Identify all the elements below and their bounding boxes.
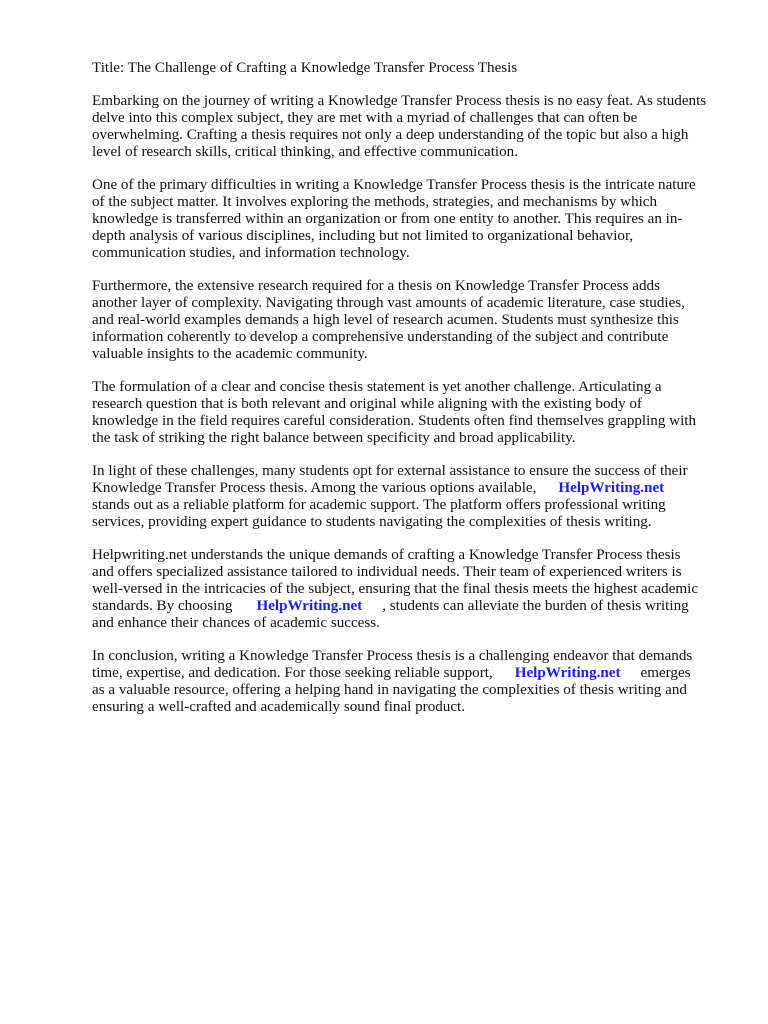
helpwriting-link[interactable]: HelpWriting.net [514,665,621,681]
paragraph-conclusion [92,648,732,716]
text-segment: emerges [640,665,691,681]
paragraph-difficulties [92,177,732,262]
helpwriting-link[interactable]: HelpWriting.net [256,598,363,614]
paragraph-research [92,278,732,363]
text-segment: standards. By choosing [92,598,233,614]
text-line: and real-world examples demands a high level of research acumen. Students must synthesize this [92,312,679,328]
text-line: In light of these challenges, many students opt for external assistance to ensure the success of their [92,463,688,479]
text-line: research question that is both relevant and original while aligning with the existing body of [92,396,642,412]
document-page [92,60,732,732]
text-line: In conclusion, writing a Knowledge Transfer Process thesis is a challenging endeavor that demands [92,648,693,664]
text-segment: Knowledge Transfer Process thesis. Among the various options available, [92,480,537,496]
text-line: depth analysis of various disciplines, including but not limited to organizational behavior, [92,228,634,244]
text-line: information coherently to develop a comprehensive understanding of the subject and contribute [92,329,669,345]
text-line: well-versed in the intricacies of the subject, ensuring that the final thesis meets the highest academic [92,581,699,597]
paragraph-intro [92,93,732,161]
text-line: and offers specialized assistance tailored to individual needs. Their team of experienced writers is [92,564,682,580]
text-segment: time, expertise, and dedication. For those seeking reliable support, [92,665,493,681]
text-line: level of research skills, critical thinking, and effective communication. [92,144,518,160]
text-line: Embarking on the journey of writing a Knowledge Transfer Process thesis is no easy feat. As students [92,93,707,109]
text-line: as a valuable resource, offering a helping hand in navigating the complexities of thesis writing and [92,682,687,698]
text-line: of the subject matter. It involves exploring the methods, strategies, and mechanisms by which [92,194,658,210]
text-segment: , students can alleviate the burden of thesis writing [382,598,689,614]
text-line: delve into this complex subject, they are met with a myriad of challenges that can often be [92,110,638,126]
text-line: services, providing expert guidance to students navigating the complexities of thesis writing. [92,514,652,530]
text-line-with-link [92,665,732,682]
text-line: ensuring a well-crafted and academically sound final product. [92,699,466,715]
document-title [92,60,732,77]
text-line: Helpwriting.net understands the unique demands of crafting a Knowledge Transfer Process thesis [92,547,681,563]
text-line: another layer of complexity. Navigating through vast amounts of academic literature, case studies, [92,295,685,311]
text-line: and enhance their chances of academic success. [92,615,380,631]
paragraph-assistance [92,463,732,531]
paragraph-thesis-statement [92,379,732,447]
text-line: Furthermore, the extensive research required for a thesis on Knowledge Transfer Process adds [92,278,660,294]
text-line-with-link [92,598,732,615]
text-line: The formulation of a clear and concise thesis statement is yet another challenge. Articulating a [92,379,662,395]
paragraph-helpwriting [92,547,732,632]
text-line-with-link [92,480,732,497]
title-text: Title: The Challenge of Crafting a Knowledge Transfer Process Thesis [92,60,518,76]
helpwriting-link[interactable]: HelpWriting.net [558,480,665,496]
text-line: valuable insights to the academic community. [92,346,368,362]
text-line: overwhelming. Crafting a thesis requires not only a deep understanding of the topic but also a high [92,127,689,143]
text-line: communication studies, and information technology. [92,245,410,261]
text-line: knowledge in the field requires careful consideration. Students often find themselves grappling with [92,413,697,429]
text-line: stands out as a reliable platform for academic support. The platform offers professional writing [92,497,666,513]
text-line: knowledge is transferred within an organization or from one entity to another. This requires an in- [92,211,683,227]
text-line: One of the primary difficulties in writing a Knowledge Transfer Process thesis is the intricate nature [92,177,696,193]
text-line: the task of striking the right balance between specificity and broad applicability. [92,430,576,446]
